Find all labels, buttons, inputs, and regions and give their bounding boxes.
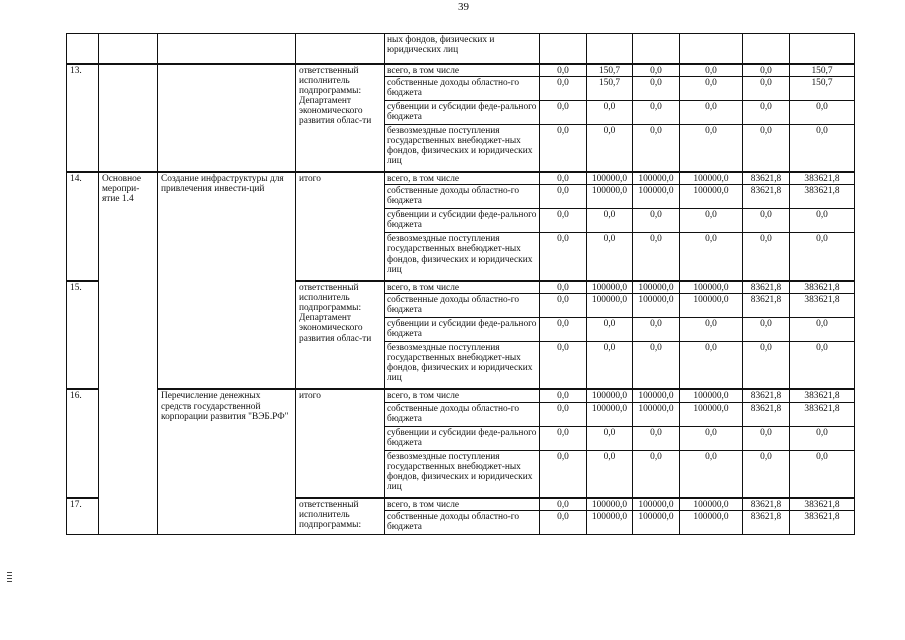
source-cell: субвенции и субсидии феде-рального бюджета <box>385 100 540 124</box>
value-cell: 0,0 <box>633 209 680 233</box>
value-cell: 0,0 <box>743 209 790 233</box>
value-cell <box>790 34 855 64</box>
table-row <box>67 64 855 77</box>
event-cell <box>99 64 158 173</box>
table-row <box>67 34 855 64</box>
value-cell: 0,0 <box>540 317 587 341</box>
value-cell: 83621,8 <box>743 389 790 402</box>
value-cell: 383621,8 <box>790 511 855 535</box>
value-cell: 0,0 <box>540 233 587 281</box>
value-cell <box>633 34 680 64</box>
value-cell: 0,0 <box>680 76 743 100</box>
source-cell: безвозмездные поступления государственных внебюджет-ных фондов, физических и юридических лиц <box>385 124 540 172</box>
value-cell: 0,0 <box>633 341 680 389</box>
row-number: 16. <box>67 389 99 498</box>
value-cell <box>743 34 790 64</box>
value-cell: 83621,8 <box>743 511 790 535</box>
value-cell: 100000,0 <box>587 172 633 185</box>
value-cell: 0,0 <box>680 450 743 498</box>
value-cell: 0,0 <box>680 341 743 389</box>
value-cell: 100000,0 <box>633 402 680 426</box>
value-cell: 383621,8 <box>790 389 855 402</box>
table-row <box>67 389 855 402</box>
value-cell: 83621,8 <box>743 498 790 511</box>
value-cell: 0,0 <box>633 233 680 281</box>
source-cell: собственные доходы областно-го бюджета <box>385 293 540 317</box>
value-cell: 0,0 <box>540 281 587 294</box>
responsible-cell: ответственный исполнитель подпрограммы: <box>296 498 385 535</box>
value-cell: 100000,0 <box>680 293 743 317</box>
value-cell: 0,0 <box>743 341 790 389</box>
budget-table <box>66 33 855 535</box>
number-cell <box>67 34 99 64</box>
source-cell: собственные доходы областно-го бюджета <box>385 76 540 100</box>
row-number: 17. <box>67 498 99 535</box>
value-cell: 0,0 <box>633 76 680 100</box>
value-cell: 83621,8 <box>743 172 790 185</box>
value-cell: 0,0 <box>743 100 790 124</box>
value-cell: 0,0 <box>587 124 633 172</box>
value-cell: 0,0 <box>680 64 743 77</box>
value-cell: 0,0 <box>587 426 633 450</box>
source-cell: безвозмездные поступления государственных внебюджет-ных фондов, физических и юридических лиц <box>385 233 540 281</box>
value-cell: 0,0 <box>790 233 855 281</box>
margin-mark <box>7 572 12 584</box>
source-cell: субвенции и субсидии феде-рального бюджета <box>385 317 540 341</box>
value-cell: 100000,0 <box>680 172 743 185</box>
value-cell: 0,0 <box>587 233 633 281</box>
source-cell: всего, в том числе <box>385 498 540 511</box>
value-cell: 0,0 <box>540 341 587 389</box>
value-cell: 100000,0 <box>680 511 743 535</box>
value-cell: 0,0 <box>587 209 633 233</box>
row-number: 14. <box>67 172 99 281</box>
value-cell: 0,0 <box>540 172 587 185</box>
value-cell: 100000,0 <box>587 402 633 426</box>
value-cell: 0,0 <box>540 450 587 498</box>
value-cell: 0,0 <box>540 389 587 402</box>
value-cell <box>680 34 743 64</box>
value-cell: 100000,0 <box>680 498 743 511</box>
value-cell: 0,0 <box>540 511 587 535</box>
value-cell: 0,0 <box>540 293 587 317</box>
value-cell: 100000,0 <box>587 389 633 402</box>
value-cell: 100000,0 <box>633 293 680 317</box>
value-cell: 100000,0 <box>587 511 633 535</box>
value-cell: 0,0 <box>587 100 633 124</box>
value-cell: 0,0 <box>680 100 743 124</box>
value-cell: 0,0 <box>743 450 790 498</box>
value-cell: 100000,0 <box>633 498 680 511</box>
value-cell: 0,0 <box>743 124 790 172</box>
value-cell: 0,0 <box>540 209 587 233</box>
value-cell: 100000,0 <box>680 185 743 209</box>
value-cell: 0,0 <box>743 317 790 341</box>
source-cell: всего, в том числе <box>385 389 540 402</box>
row-number: 15. <box>67 281 99 390</box>
value-cell: 83621,8 <box>743 281 790 294</box>
value-cell: 100000,0 <box>587 281 633 294</box>
source-cell: собственные доходы областно-го бюджета <box>385 402 540 426</box>
value-cell: 100000,0 <box>680 281 743 294</box>
value-cell: 383621,8 <box>790 172 855 185</box>
value-cell: 383621,8 <box>790 402 855 426</box>
event-cell: Основное меропри-ятие 1.4 <box>99 172 158 535</box>
value-cell: 0,0 <box>790 341 855 389</box>
source-cell: безвозмездные поступления государственных внебюджет-ных фондов, физических и юридических лиц <box>385 450 540 498</box>
value-cell: 150,7 <box>790 64 855 77</box>
source-cell: всего, в том числе <box>385 172 540 185</box>
value-cell: 0,0 <box>680 124 743 172</box>
value-cell: 150,7 <box>587 76 633 100</box>
value-cell: 0,0 <box>540 64 587 77</box>
source-cell: субвенции и субсидии феде-рального бюджета <box>385 209 540 233</box>
value-cell: 0,0 <box>680 233 743 281</box>
value-cell: 100000,0 <box>680 389 743 402</box>
value-cell: 0,0 <box>540 76 587 100</box>
source-cell: субвенции и субсидии феде-рального бюджета <box>385 426 540 450</box>
value-cell: 0,0 <box>743 426 790 450</box>
value-cell: 0,0 <box>540 185 587 209</box>
value-cell: 0,0 <box>790 317 855 341</box>
value-cell: 0,0 <box>633 100 680 124</box>
source-cell: собственные доходы областно-го бюджета <box>385 185 540 209</box>
value-cell: 0,0 <box>633 124 680 172</box>
value-cell: 0,0 <box>743 233 790 281</box>
value-cell: 0,0 <box>587 450 633 498</box>
value-cell: 0,0 <box>633 450 680 498</box>
value-cell: 0,0 <box>633 317 680 341</box>
event-cell <box>99 34 158 64</box>
name-cell <box>158 64 296 173</box>
value-cell: 383621,8 <box>790 281 855 294</box>
value-cell: 0,0 <box>680 426 743 450</box>
value-cell: 0,0 <box>743 64 790 77</box>
value-cell <box>587 34 633 64</box>
source-cell: всего, в том числе <box>385 281 540 294</box>
source-cell: ных фондов, физических и юридических лиц <box>385 34 540 64</box>
value-cell: 0,0 <box>633 426 680 450</box>
value-cell: 0,0 <box>790 124 855 172</box>
value-cell: 0,0 <box>587 341 633 389</box>
value-cell: 100000,0 <box>633 281 680 294</box>
value-cell: 0,0 <box>680 317 743 341</box>
value-cell: 100000,0 <box>680 402 743 426</box>
value-cell: 100000,0 <box>633 389 680 402</box>
value-cell: 0,0 <box>540 426 587 450</box>
name-cell: Перечисление денежных средств государственной корпорации развития "ВЭБ.РФ" <box>158 389 296 534</box>
value-cell: 100000,0 <box>587 293 633 317</box>
value-cell: 0,0 <box>790 100 855 124</box>
responsible-cell: итого <box>296 389 385 498</box>
name-cell <box>158 34 296 64</box>
value-cell: 100000,0 <box>633 185 680 209</box>
source-cell: собственные доходы областно-го бюджета <box>385 511 540 535</box>
value-cell: 100000,0 <box>587 498 633 511</box>
table-row <box>67 172 855 185</box>
source-cell: всего, в том числе <box>385 64 540 77</box>
responsible-cell: ответственный исполнитель подпрограммы: Департамент экономического развития облас-ти <box>296 64 385 173</box>
row-number: 13. <box>67 64 99 173</box>
value-cell: 0,0 <box>540 498 587 511</box>
value-cell: 0,0 <box>680 209 743 233</box>
value-cell: 0,0 <box>790 209 855 233</box>
value-cell: 0,0 <box>743 76 790 100</box>
value-cell <box>540 34 587 64</box>
value-cell: 150,7 <box>587 64 633 77</box>
value-cell: 100000,0 <box>587 185 633 209</box>
value-cell: 0,0 <box>540 100 587 124</box>
value-cell: 150,7 <box>790 76 855 100</box>
value-cell: 383621,8 <box>790 185 855 209</box>
value-cell: 0,0 <box>633 64 680 77</box>
responsible-cell: итого <box>296 172 385 281</box>
value-cell: 0,0 <box>587 317 633 341</box>
responsible-cell: ответственный исполнитель подпрограммы: Департамент экономического развития облас-ти <box>296 281 385 390</box>
value-cell: 383621,8 <box>790 293 855 317</box>
page-number: 39 <box>458 1 469 13</box>
name-cell: Создание инфраструктуры для привлечения инвести-ций <box>158 172 296 389</box>
responsible-cell <box>296 34 385 64</box>
value-cell: 0,0 <box>790 450 855 498</box>
value-cell: 83621,8 <box>743 185 790 209</box>
value-cell: 0,0 <box>540 402 587 426</box>
value-cell: 100000,0 <box>633 511 680 535</box>
source-cell: безвозмездные поступления государственных внебюджет-ных фондов, физических и юридических лиц <box>385 341 540 389</box>
value-cell: 83621,8 <box>743 293 790 317</box>
value-cell: 383621,8 <box>790 498 855 511</box>
value-cell: 0,0 <box>790 426 855 450</box>
value-cell: 0,0 <box>540 124 587 172</box>
value-cell: 83621,8 <box>743 402 790 426</box>
value-cell: 100000,0 <box>633 172 680 185</box>
